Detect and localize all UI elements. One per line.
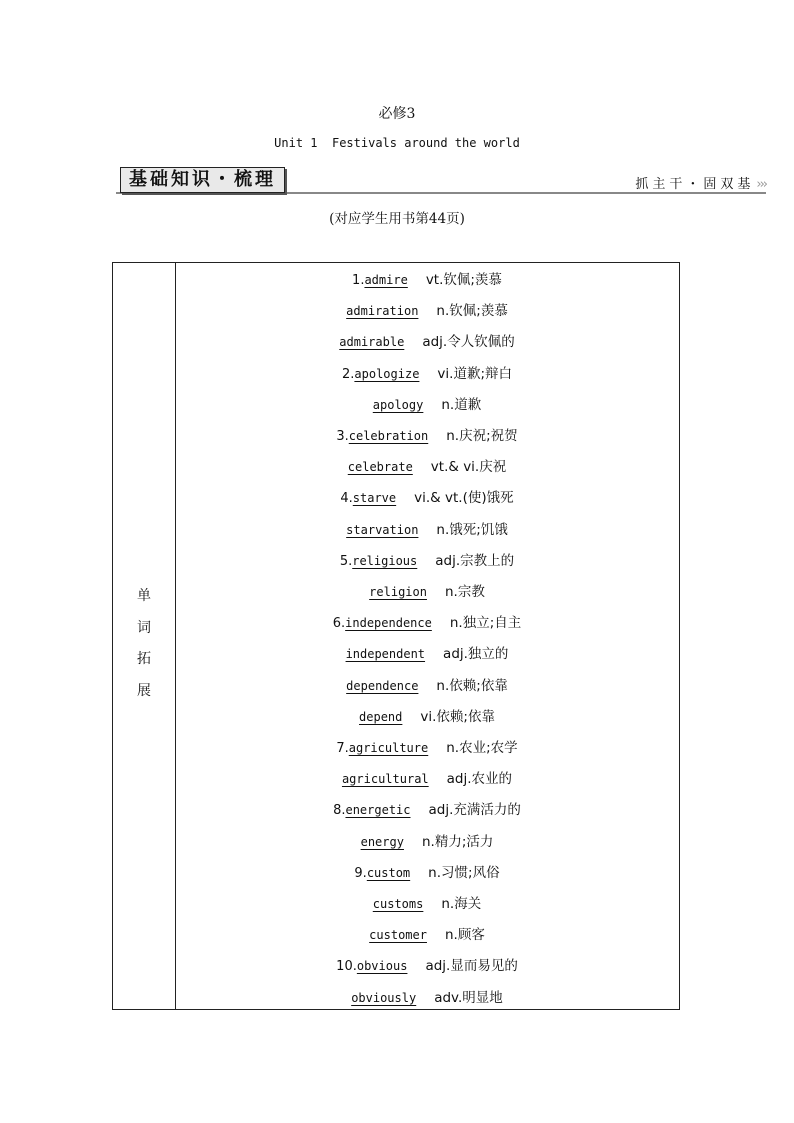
entry-definition: vi.道歉;辩白 — [437, 365, 513, 382]
entry-number: 10. — [336, 959, 357, 975]
entry-definition: n.饿死;饥饿 — [436, 521, 508, 538]
entry-number: 9. — [354, 865, 367, 881]
vocab-entry — [175, 892, 679, 916]
vocab-entry — [175, 736, 679, 760]
entry-number: 2. — [341, 366, 355, 382]
vocab-entry — [175, 798, 679, 822]
entry-word: obvious — [356, 959, 408, 974]
vocab-entry — [175, 674, 679, 698]
entry-number: 7. — [336, 741, 349, 756]
entry-word: religious — [352, 553, 418, 568]
entry-word: energetic — [345, 803, 411, 818]
entry-definition: adv.明显地 — [434, 989, 503, 1006]
entry-word: obviously — [351, 990, 417, 1005]
entry-word: independence — [345, 616, 432, 631]
entry-definition: n.道歉 — [441, 396, 482, 413]
entry-word: custom — [366, 865, 411, 880]
entry-word: admiration — [346, 304, 419, 319]
triple-chevron-icon: ››› — [756, 177, 766, 192]
entry-definition: n.钦佩;羡慕 — [436, 303, 508, 320]
entry-number: 5. — [339, 553, 353, 569]
vocab-entry — [175, 986, 679, 1010]
entry-definition: adj.独立的 — [443, 646, 509, 663]
entry-definition: adj.农业的 — [446, 771, 513, 788]
entry-definition: adj.显而易见的 — [425, 958, 518, 975]
entry-definition: n.海关 — [441, 896, 482, 912]
volume-title: 必修3 — [378, 106, 416, 122]
vocabulary-table — [112, 262, 680, 1010]
vocab-entry — [175, 580, 679, 604]
entry-number: 1. — [352, 273, 365, 288]
vocab-entry — [175, 642, 679, 666]
entry-number: 3. — [336, 429, 349, 444]
vocab-entry — [175, 424, 679, 448]
entry-word: energy — [360, 834, 404, 849]
entry-definition: n.顾客 — [444, 927, 485, 944]
entry-definition: n.精力;活力 — [421, 833, 494, 850]
category-char: 词 — [137, 619, 151, 636]
category-char: 单 — [137, 588, 151, 604]
entry-definition: n.宗教 — [444, 584, 485, 600]
entry-definition: n.庆祝;祝贺 — [446, 428, 518, 444]
entry-definition: vt.& vi.庆祝 — [430, 459, 507, 476]
entry-word: starvation — [346, 522, 419, 537]
vocab-entry — [175, 299, 679, 323]
unit-title: Unit 1 Festivals around the world — [274, 136, 520, 150]
entry-definition: n.习惯;风俗 — [428, 864, 500, 881]
entry-definition: n.农业;农学 — [446, 740, 518, 756]
entry-number: 6. — [332, 616, 346, 632]
entry-word: starve — [352, 491, 397, 506]
entry-word: celebration — [348, 429, 429, 443]
entry-definition: n.依赖;依靠 — [436, 677, 508, 694]
entry-word: customer — [369, 928, 427, 943]
vocab-entry — [175, 611, 679, 635]
vocab-entry — [175, 518, 679, 542]
category-char: 展 — [137, 682, 151, 699]
entry-definition: n.独立;自主 — [449, 615, 522, 632]
category-column — [113, 263, 176, 1009]
watermark — [600, 758, 610, 788]
entry-definition: vi.& vt.(使)饿死 — [414, 490, 514, 507]
entry-word: customs — [372, 897, 424, 911]
entry-word: depend — [359, 709, 403, 724]
vocab-entry — [175, 393, 679, 417]
entry-word: apologize — [354, 366, 420, 381]
entry-word: admirable — [339, 335, 405, 350]
category-label — [113, 581, 175, 707]
vocab-entry — [175, 830, 679, 854]
entry-word: apology — [372, 397, 424, 412]
banner-subtitle-text: 抓主干・固双基 — [635, 177, 755, 192]
entry-number: 8. — [333, 803, 346, 819]
vocab-entry — [175, 268, 679, 292]
entry-word: religion — [369, 585, 427, 599]
vocab-entry — [175, 923, 679, 947]
vocab-entry — [175, 486, 679, 510]
entry-definition: vi.依赖;依靠 — [420, 708, 495, 725]
vocab-entry — [175, 954, 679, 978]
entry-definition: adj.宗教上的 — [435, 552, 515, 569]
vocab-entry — [175, 455, 679, 479]
entry-word: independent — [345, 647, 426, 662]
entry-definition: adj.令人钦佩的 — [422, 334, 515, 351]
vocab-entry — [175, 705, 679, 729]
entry-definition: vt.钦佩;羡慕 — [425, 272, 502, 288]
vocab-entry — [175, 549, 679, 573]
page-reference: (对应学生用书第44页) — [329, 211, 465, 227]
entry-number: 4. — [340, 491, 353, 507]
vocab-entry — [175, 330, 679, 354]
category-char: 拓 — [137, 651, 151, 667]
entry-word: celebrate — [347, 460, 413, 475]
vocab-entry — [175, 861, 679, 885]
entry-definition: adj.充满活力的 — [428, 802, 521, 819]
entry-word: dependence — [346, 678, 419, 693]
vocab-entry — [175, 362, 679, 386]
entry-word: agriculture — [348, 741, 429, 755]
banner-title: 基础知识・梳理 — [120, 167, 285, 193]
entry-word: admire — [364, 273, 408, 287]
entry-word: agricultural — [341, 772, 429, 787]
banner-subtitle — [635, 173, 766, 192]
section-banner — [116, 166, 766, 194]
